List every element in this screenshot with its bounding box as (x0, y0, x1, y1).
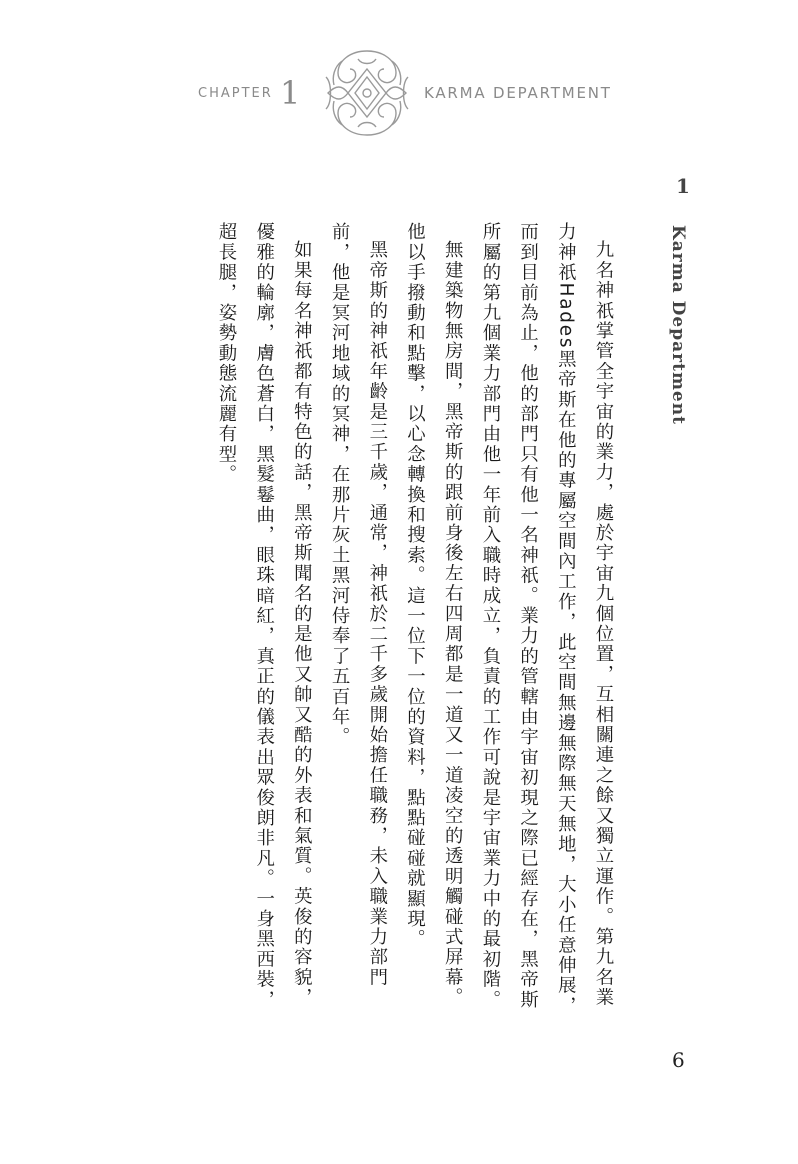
header-chapter-number: 1 (280, 74, 301, 112)
page-number: 6 (672, 1048, 685, 1072)
body-text (207, 222, 622, 1022)
header-chapter-title: KARMA DEPARTMENT (424, 84, 612, 102)
ornament-icon (322, 47, 412, 139)
paragraph: 九名神祇掌管全宇宙的業力，處於宇宙九個位置，互相關連之餘又獨立運作。第九名業力神祇Hades黑帝斯在他的專屬空間內工作，此空間無邊無際無天無地，大小任意伸展，而到目前為止，他的部門只有他一名神祇。業力的管轄由宇宙初現之際已經存在，黑帝斯所屬的第九個業力部門由他一年前入職時成立，負責的工作可說是宇宙業力中的最初階。 (479, 222, 614, 1016)
paragraph: 無建築物無房間，黑帝斯的跟前身後左右四周都是一道又一道凌空的透明觸碰式屏幕。他以手撥動和點擊，以心念轉換和搜索。這一位下一位的資料，點點碰碰就顯現。 (404, 222, 464, 1008)
section-number: 1 (676, 174, 690, 198)
header-chapter-label: CHAPTER (198, 86, 273, 101)
section-title: Karma Department (668, 225, 688, 425)
paragraph: 黑帝斯的神祇年齡是三千歲，通常，神祇於二千多歲開始擔任職務，未入職業力部門前，他是冥河地域的冥神，在那片灰土黑河侍奉了五百年。 (329, 222, 388, 988)
paragraph: 如果每名神祇都有特色的話，黑帝斯聞名的是他又帥又酷的外表和氣質。英俊的容貌，優雅的輪廓，膚色蒼白，黑髮鬈曲，眼珠暗紅，真正的儀表出眾俊朗非凡。一身黑西裝，超長腿，姿勢動態流麗有型。 (215, 222, 313, 1010)
